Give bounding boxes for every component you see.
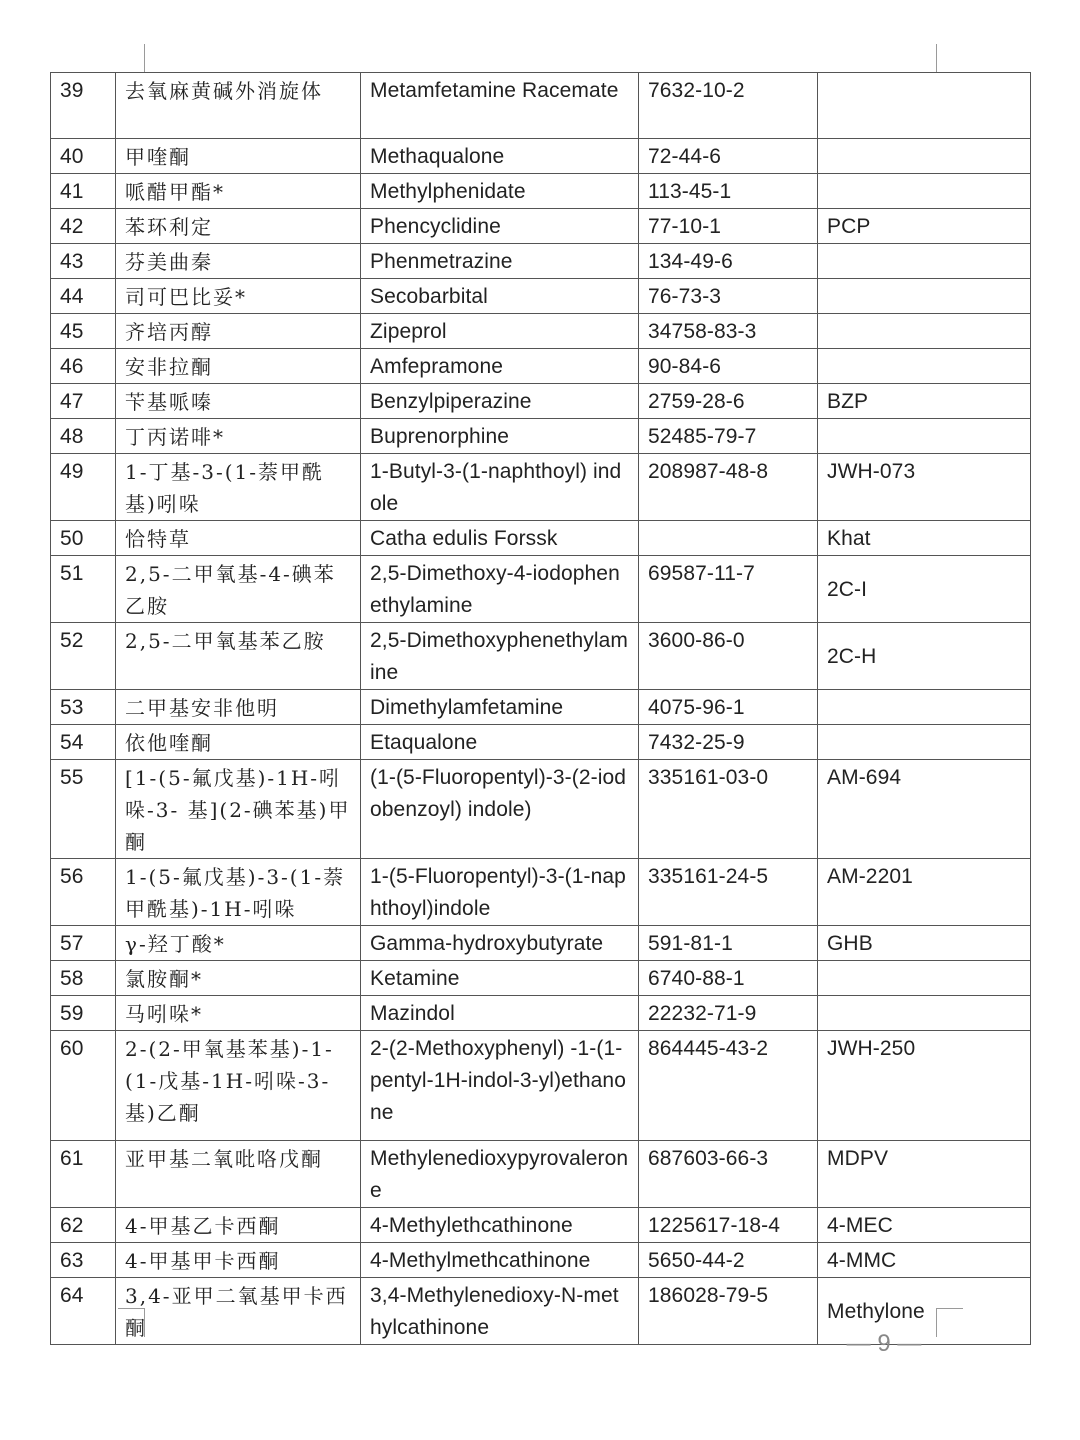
english-name: 1-Butyl-3-(1-naphthoyl) indole: [361, 454, 639, 521]
table-row: [51, 1208, 1031, 1243]
english-name: Catha edulis Forssk: [361, 521, 639, 556]
cas-number: 864445-43-2: [639, 1031, 818, 1141]
chinese-name: 丁丙诺啡*: [116, 419, 361, 454]
table-row: [51, 1031, 1031, 1141]
row-number: 59: [51, 996, 116, 1031]
row-number: 52: [51, 623, 116, 690]
chinese-name: 甲喹酮: [116, 139, 361, 174]
table-row: [51, 349, 1031, 384]
cas-number: 335161-24-5: [639, 859, 818, 926]
row-number: 39: [51, 73, 116, 139]
alias: BZP: [818, 384, 1031, 419]
chinese-name: 4-甲基乙卡西酮: [116, 1208, 361, 1243]
english-name: Metamfetamine Racemate: [361, 73, 639, 139]
cas-number: 22232-71-9: [639, 996, 818, 1031]
chinese-name: 马吲哚*: [116, 996, 361, 1031]
table-row: [51, 961, 1031, 996]
english-name: Secobarbital: [361, 279, 639, 314]
alias: 2C-I: [818, 556, 1031, 623]
chinese-name: [1-(5-氟戊基)-1H-吲哚-3- 基](2-碘苯基)甲酮: [116, 760, 361, 859]
alias: GHB: [818, 926, 1031, 961]
table-row: [51, 859, 1031, 926]
table-body: [51, 73, 1031, 1345]
alias: JWH-250: [818, 1031, 1031, 1141]
table-row: [51, 174, 1031, 209]
chinese-name: 去氧麻黄碱外消旋体: [116, 73, 361, 139]
row-number: 54: [51, 725, 116, 760]
row-number: 48: [51, 419, 116, 454]
table-row: [51, 73, 1031, 139]
row-number: 49: [51, 454, 116, 521]
alias: 4-MMC: [818, 1243, 1031, 1278]
chinese-name: 苄基哌嗪: [116, 384, 361, 419]
crop-mark-top-left: [120, 44, 145, 73]
table-row: [51, 760, 1031, 859]
alias: 2C-H: [818, 623, 1031, 690]
cas-number: 6740-88-1: [639, 961, 818, 996]
chinese-name: 2,5-二甲氧基苯乙胺: [116, 623, 361, 690]
row-number: 47: [51, 384, 116, 419]
cas-number: 208987-48-8: [639, 454, 818, 521]
cas-number: 90-84-6: [639, 349, 818, 384]
chinese-name: 2-(2-甲氧基苯基)-1-(1-戊基-1H-吲哚-3-基)乙酮: [116, 1031, 361, 1141]
alias: [818, 139, 1031, 174]
english-name: Methaqualone: [361, 139, 639, 174]
english-name: (1-(5-Fluoropentyl)-3-(2-iodobenzoyl) indole): [361, 760, 639, 859]
cas-number: 7632-10-2: [639, 73, 818, 139]
table-row: [51, 926, 1031, 961]
row-number: 43: [51, 244, 116, 279]
alias: PCP: [818, 209, 1031, 244]
english-name: 2,5-Dimethoxy-4-iodophenethylamine: [361, 556, 639, 623]
cas-number: 134-49-6: [639, 244, 818, 279]
table-row: [51, 209, 1031, 244]
english-name: Methylenedioxypyrovalerone: [361, 1141, 639, 1208]
chinese-name: 依他喹酮: [116, 725, 361, 760]
cas-number: 34758-83-3: [639, 314, 818, 349]
row-number: 55: [51, 760, 116, 859]
cas-number: 4075-96-1: [639, 690, 818, 725]
chinese-name: γ-羟丁酸*: [116, 926, 361, 961]
cas-number: 72-44-6: [639, 139, 818, 174]
alias: [818, 314, 1031, 349]
table-row: [51, 314, 1031, 349]
row-number: 58: [51, 961, 116, 996]
english-name: Ketamine: [361, 961, 639, 996]
cas-number: [639, 521, 818, 556]
table-row: [51, 244, 1031, 279]
table-row: [51, 996, 1031, 1031]
table-row: [51, 454, 1031, 521]
crop-mark-top-right: [936, 44, 963, 73]
table-row: [51, 139, 1031, 174]
row-number: 62: [51, 1208, 116, 1243]
table-row: [51, 556, 1031, 623]
english-name: Etaqualone: [361, 725, 639, 760]
alias: Khat: [818, 521, 1031, 556]
row-number: 64: [51, 1278, 116, 1345]
alias: [818, 996, 1031, 1031]
row-number: 57: [51, 926, 116, 961]
row-number: 56: [51, 859, 116, 926]
row-number: 44: [51, 279, 116, 314]
english-name: Phencyclidine: [361, 209, 639, 244]
chinese-name: 亚甲基二氧吡咯戊酮: [116, 1141, 361, 1208]
alias: [818, 725, 1031, 760]
row-number: 46: [51, 349, 116, 384]
chinese-name: 恰特草: [116, 521, 361, 556]
chinese-name: 2,5-二甲氧基-4-碘苯乙胺: [116, 556, 361, 623]
cas-number: 687603-66-3: [639, 1141, 818, 1208]
alias: JWH-073: [818, 454, 1031, 521]
english-name: Buprenorphine: [361, 419, 639, 454]
english-name: Gamma-hydroxybutyrate: [361, 926, 639, 961]
cas-number: 69587-11-7: [639, 556, 818, 623]
chinese-name: 齐培丙醇: [116, 314, 361, 349]
english-name: Zipeprol: [361, 314, 639, 349]
english-name: 2,5-Dimethoxyphenethylamine: [361, 623, 639, 690]
table-row: [51, 279, 1031, 314]
row-number: 40: [51, 139, 116, 174]
alias: [818, 419, 1031, 454]
cas-number: 7432-25-9: [639, 725, 818, 760]
english-name: Dimethylamfetamine: [361, 690, 639, 725]
alias: AM-694: [818, 760, 1031, 859]
cas-number: 52485-79-7: [639, 419, 818, 454]
alias: [818, 279, 1031, 314]
english-name: 3,4-Methylenedioxy-N-methylcathinone: [361, 1278, 639, 1345]
chinese-name: 哌醋甲酯*: [116, 174, 361, 209]
row-number: 63: [51, 1243, 116, 1278]
alias: [818, 174, 1031, 209]
alias: Methylone: [818, 1278, 1031, 1345]
table-row: [51, 690, 1031, 725]
alias: [818, 73, 1031, 139]
table-row: [51, 623, 1031, 690]
alias: MDPV: [818, 1141, 1031, 1208]
chinese-name: 二甲基安非他明: [116, 690, 361, 725]
chinese-name: 1-(5-氟戊基)-3-(1-萘甲酰基)-1H-吲哚: [116, 859, 361, 926]
row-number: 53: [51, 690, 116, 725]
row-number: 45: [51, 314, 116, 349]
cas-number: 186028-79-5: [639, 1278, 818, 1345]
english-name: Mazindol: [361, 996, 639, 1031]
chinese-name: 安非拉酮: [116, 349, 361, 384]
cas-number: 335161-03-0: [639, 760, 818, 859]
row-number: 61: [51, 1141, 116, 1208]
alias: 4-MEC: [818, 1208, 1031, 1243]
alias: [818, 244, 1031, 279]
chinese-name: 1-丁基-3-(1-萘甲酰基)吲哚: [116, 454, 361, 521]
row-number: 60: [51, 1031, 116, 1141]
row-number: 50: [51, 521, 116, 556]
table-row: [51, 419, 1031, 454]
chinese-name: 司可巴比妥*: [116, 279, 361, 314]
page-number: — 9 —: [846, 1330, 922, 1357]
table-row: [51, 1141, 1031, 1208]
table-row: [51, 521, 1031, 556]
chinese-name: 氯胺酮*: [116, 961, 361, 996]
cas-number: 1225617-18-4: [639, 1208, 818, 1243]
english-name: 1-(5-Fluoropentyl)-3-(1-naphthoyl)indole: [361, 859, 639, 926]
row-number: 42: [51, 209, 116, 244]
row-number: 51: [51, 556, 116, 623]
english-name: Benzylpiperazine: [361, 384, 639, 419]
alias: [818, 349, 1031, 384]
cas-number: 76-73-3: [639, 279, 818, 314]
chinese-name: 3,4-亚甲二氧基甲卡西酮: [116, 1278, 361, 1345]
alias: [818, 961, 1031, 996]
english-name: Methylphenidate: [361, 174, 639, 209]
english-name: Phenmetrazine: [361, 244, 639, 279]
english-name: 2-(2-Methoxyphenyl) -1-(1-pentyl-1H-indol-3-yl)ethanone: [361, 1031, 639, 1141]
chinese-name: 4-甲基甲卡西酮: [116, 1243, 361, 1278]
cas-number: 2759-28-6: [639, 384, 818, 419]
cas-number: 113-45-1: [639, 174, 818, 209]
alias: [818, 690, 1031, 725]
table-row: [51, 1243, 1031, 1278]
row-number: 41: [51, 174, 116, 209]
english-name: Amfepramone: [361, 349, 639, 384]
controlled-substances-table: [50, 72, 1031, 1345]
table-row: [51, 725, 1031, 760]
table-row: [51, 384, 1031, 419]
chinese-name: 芬美曲秦: [116, 244, 361, 279]
cas-number: 5650-44-2: [639, 1243, 818, 1278]
cas-number: 591-81-1: [639, 926, 818, 961]
english-name: 4-Methylethcathinone: [361, 1208, 639, 1243]
chinese-name: 苯环利定: [116, 209, 361, 244]
cas-number: 3600-86-0: [639, 623, 818, 690]
cas-number: 77-10-1: [639, 209, 818, 244]
english-name: 4-Methylmethcathinone: [361, 1243, 639, 1278]
alias: AM-2201: [818, 859, 1031, 926]
